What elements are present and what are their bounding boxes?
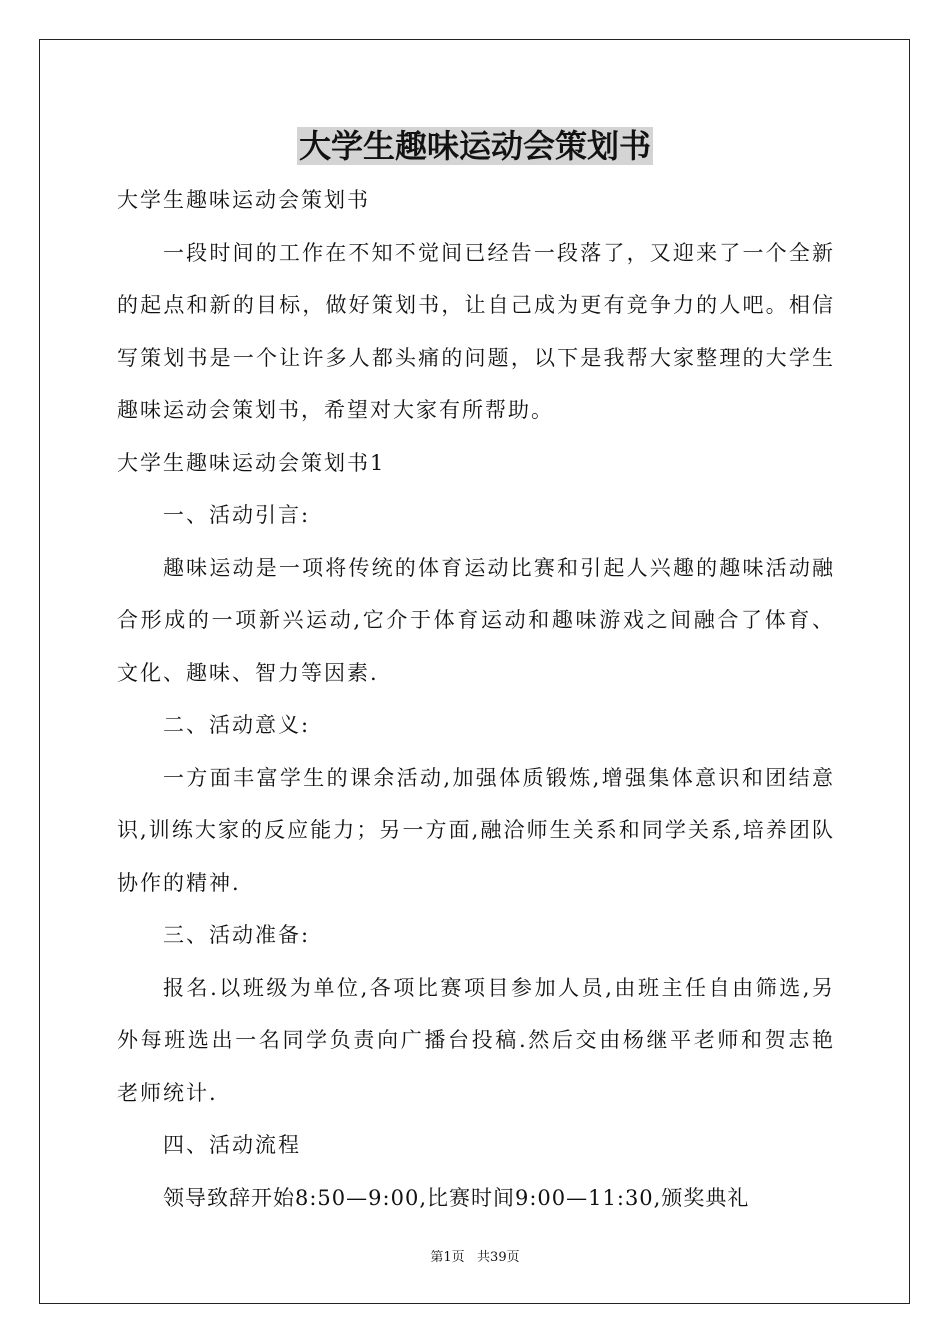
section-title: 大学生趣味运动会策划书1 [117,450,386,475]
paragraph-introduction: 趣味运动是一项将传统的体育运动比赛和引起人兴趣的趣味活动融合形成的一项新兴运动,它介于体育运动和趣味游戏之间融合了体育、文化、趣味、智力等因素. [117,555,835,685]
paragraph-process: 领导致辞开始8:50—9:00,比赛时间9:00—11:30,颁奖典礼 [163,1185,750,1210]
intro-paragraph: 一段时间的工作在不知不觉间已经告一段落了，又迎来了一个全新的起点和新的目标，做好策划书，让自己成为更有竞争力的人吧。相信写策划书是一个让许多人都头痛的问题，以下是我帮大家整理的大学生趣味运动会策划书，希望对大家有所帮助。 [117,240,835,422]
heading-process: 四、活动流程 [163,1133,301,1157]
heading-significance: 二、活动意义: [163,713,311,737]
document-title-text: 大学生趣味运动会策划书 [298,127,651,165]
document-subtitle: 大学生趣味运动会策划书 [117,188,370,212]
heading-introduction: 一、活动引言: [163,503,311,527]
document-title [0,124,950,168]
heading-preparation: 三、活动准备: [163,923,311,947]
paragraph-preparation: 报名.以班级为单位,各项比赛项目参加人员,由班主任自由筛选,另外每班选出一名同学负责向广播台投稿.然后交由杨继平老师和贺志艳老师统计. [117,975,835,1105]
page-number-footer: 第1页 共39页 [430,1250,520,1265]
document-body [117,174,835,1224]
paragraph-significance: 一方面丰富学生的课余活动,加强体质锻炼,增强集体意识和团结意识,训练大家的反应能力；另一方面,融洽师生关系和同学关系,培养团队协作的精神. [117,765,835,895]
